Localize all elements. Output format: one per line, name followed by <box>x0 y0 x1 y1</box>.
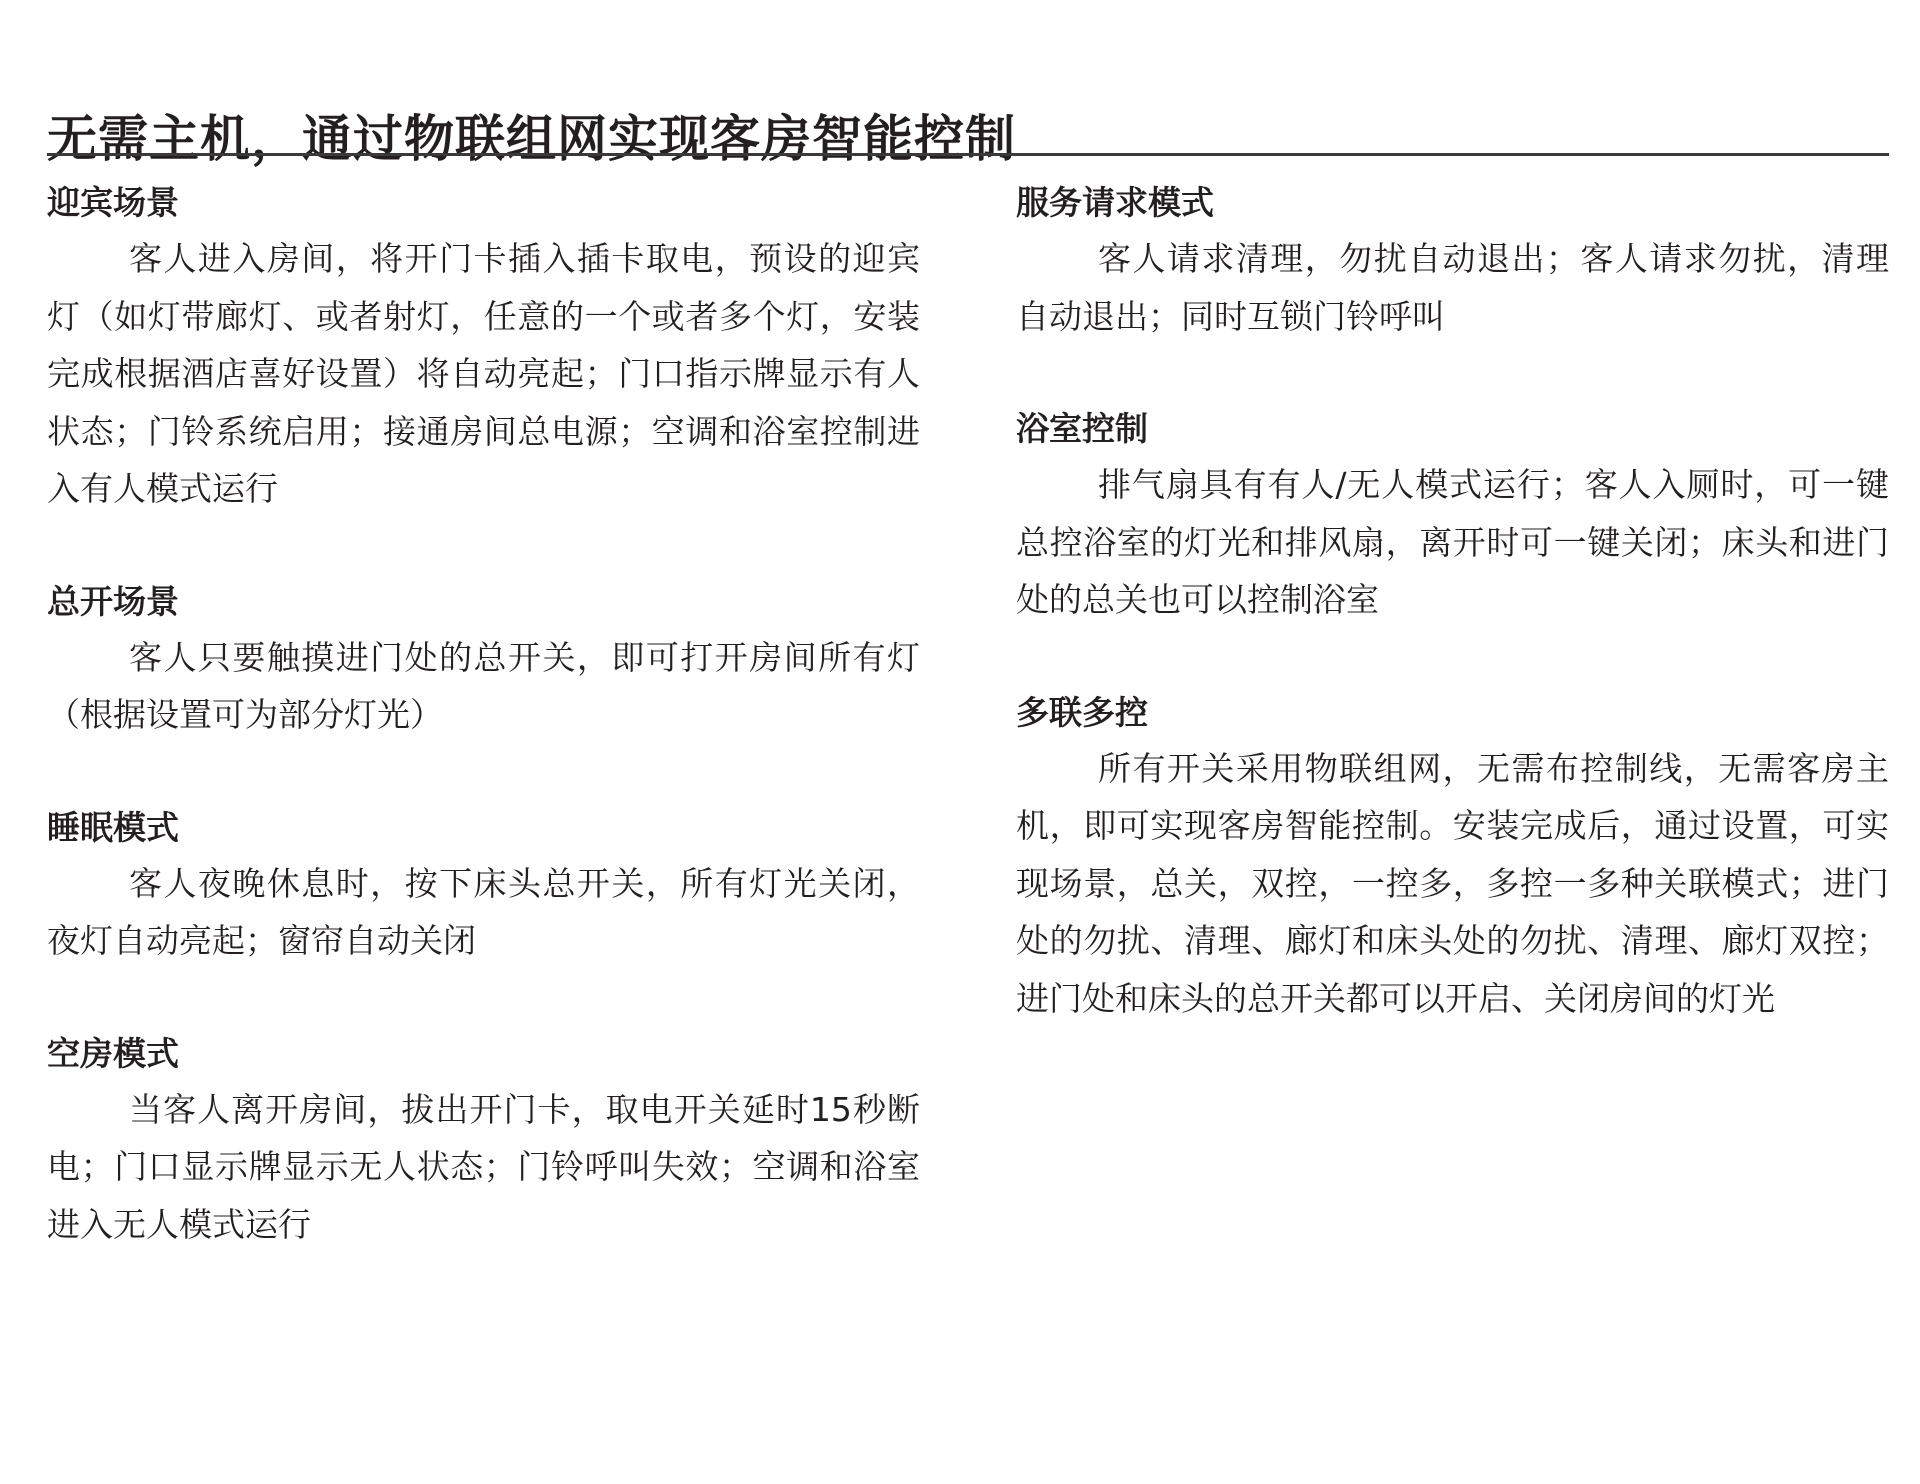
left-column <box>47 176 920 1253</box>
section-bathroom-control <box>1016 402 1889 629</box>
section-service-request-mode <box>1016 176 1889 345</box>
section-heading: 空房模式 <box>47 1033 179 1073</box>
section-body: 客人夜晚休息时，按下床头总开关，所有灯光关闭，夜灯自动亮起；窗帘自动关闭 <box>47 863 920 960</box>
section-multi-link-control <box>1016 686 1889 1028</box>
right-column <box>1016 176 1889 1027</box>
section-master-switch-scene <box>47 575 920 744</box>
section-body: 所有开关采用物联组网，无需布控制线，无需客房主机，即可实现客房智能控制。安装完成后，通过设置，可实现场景，总关，双控，一控多，多控一多种关联模式；进门处的勿扰、清理、廊灯和床头处的勿扰、清理、廊灯双控；进门处和床头的总开关都可以开启、关闭房间的灯光 <box>1016 748 1889 1018</box>
section-body: 当客人离开房间，拔出开门卡，取电开关延时15秒断电；门口显示牌显示无人状态；门铃呼叫失效；空调和浴室进入无人模式运行 <box>47 1089 920 1244</box>
section-heading: 浴室控制 <box>1016 409 1148 448</box>
section-welcome-scene <box>47 176 920 518</box>
section-heading: 迎宾场景 <box>47 183 179 222</box>
page-title: 无需主机，通过物联组网实现客房智能控制 <box>47 109 1016 168</box>
section-body: 排气扇具有有人/无人模式运行；客人入厕时，可一键总控浴室的灯光和排风扇，离开时可一键关闭；床头和进门处的总关也可以控制浴室 <box>1016 465 1889 619</box>
section-body: 客人进入房间，将开门卡插入插卡取电，预设的迎宾灯（如灯带廊灯、或者射灯，任意的一个或者多个灯，安装完成根据酒店喜好设置）将自动亮起；门口指示牌显示有人状态；门铃系统启用；接通房间总电源；空调和浴室控制进入有人模式运行 <box>47 239 920 508</box>
section-heading: 多联多控 <box>1016 692 1148 732</box>
section-body: 客人请求清理，勿扰自动退出；客人请求勿扰，清理自动退出；同时互锁门铃呼叫 <box>1016 239 1889 336</box>
section-body: 客人只要触摸进门处的总开关，即可打开房间所有灯（根据设置可为部分灯光） <box>47 637 920 734</box>
section-heading: 服务请求模式 <box>1016 183 1214 222</box>
section-heading: 总开场景 <box>47 581 179 621</box>
title-divider <box>47 153 1889 156</box>
section-sleep-mode <box>47 801 920 970</box>
section-heading: 睡眠模式 <box>47 807 179 847</box>
section-vacant-room-mode <box>47 1027 920 1254</box>
